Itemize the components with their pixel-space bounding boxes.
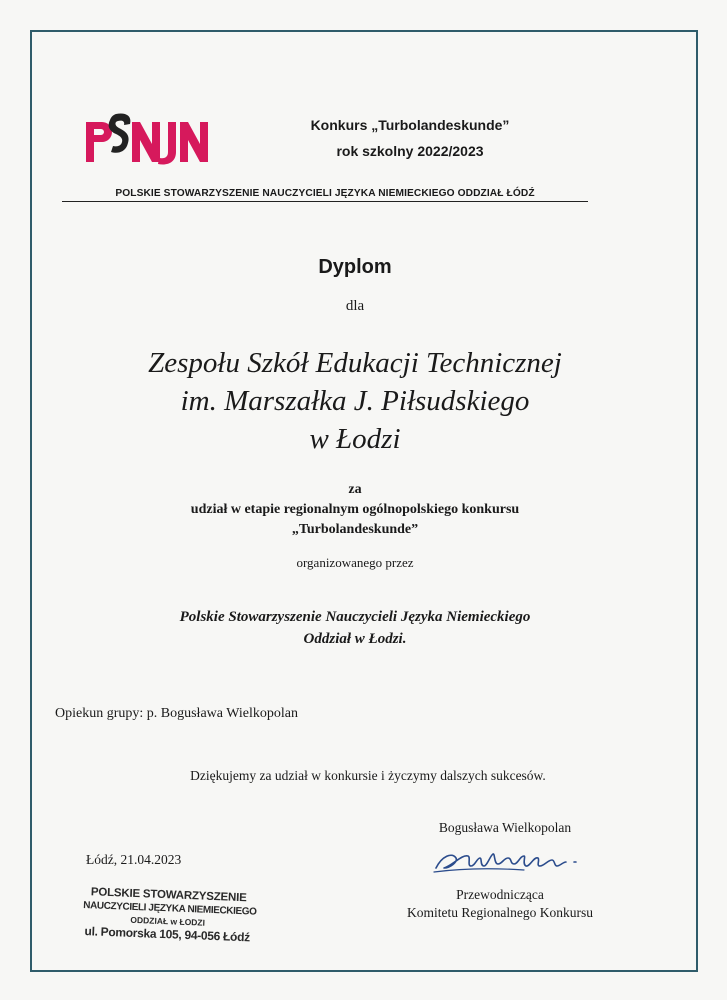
stamp-line: POLSKIE STOWARZYSZENIE xyxy=(90,886,247,905)
award-reason xyxy=(0,480,710,540)
recipient-line: Zespołu Szkół Edukacji Technicznej xyxy=(148,347,562,379)
recipient-line: im. Marszałka J. Piłsudskiego xyxy=(180,385,530,417)
organization-stamp xyxy=(82,886,257,945)
contest-title xyxy=(280,112,540,164)
school-year: rok szkolny 2022/2023 xyxy=(336,143,484,159)
organizer-line: Polskie Stowarzyszenie Nauczycieli Języka Niemieckiego xyxy=(179,609,531,625)
signer-title xyxy=(395,886,605,922)
signer-name: Bogusława Wielkopolan xyxy=(438,820,572,835)
signer-title-line: Przewodnicząca xyxy=(456,887,544,902)
organizer-line: Oddział w Łodzi. xyxy=(303,631,407,647)
reason-line: udział w etapie regionalnym ogólnopolskiego konkursu xyxy=(190,502,520,517)
place-date: Łódź, 21.04.2023 xyxy=(86,852,182,867)
recipient-line: w Łodzi xyxy=(309,423,401,455)
stamp-line: ul. Pomorska 105, 94-056 Łódź xyxy=(84,924,251,945)
for-label: dla xyxy=(345,298,365,314)
stamp-line: NAUCZYCIELI JĘZYKA NIEMIECKIEGO xyxy=(83,899,257,918)
thanks-message: Dziękujemy za udział w konkursie i życzymy dalszych sukcesów. xyxy=(190,768,546,783)
reason-line: „Turbolandeskunde” xyxy=(291,522,419,537)
handwritten-signature xyxy=(430,842,620,882)
organizer-name xyxy=(0,606,710,650)
reason-line: za xyxy=(348,482,362,497)
stamp-line: ODDZIAŁ w ŁODZI xyxy=(130,914,206,928)
contest-name: Konkurs „Turbolandeskunde” xyxy=(310,117,510,133)
diploma-title: Dyplom xyxy=(318,256,392,278)
group-supervisor: Opiekun grupy: p. Bogusława Wielkopolan xyxy=(55,706,298,721)
organized-by-label: organizowanego przez xyxy=(296,555,414,570)
recipient-name xyxy=(80,344,630,458)
psnjn-logo xyxy=(84,108,208,170)
association-name: POLSKIE STOWARZYSZENIE NAUCZYCIELI JĘZYKA NIEMIECKIEGO ODDZIAŁ ŁÓDŹ xyxy=(62,188,588,202)
signer-title-line: Komitetu Regionalnego Konkursu xyxy=(407,905,593,920)
